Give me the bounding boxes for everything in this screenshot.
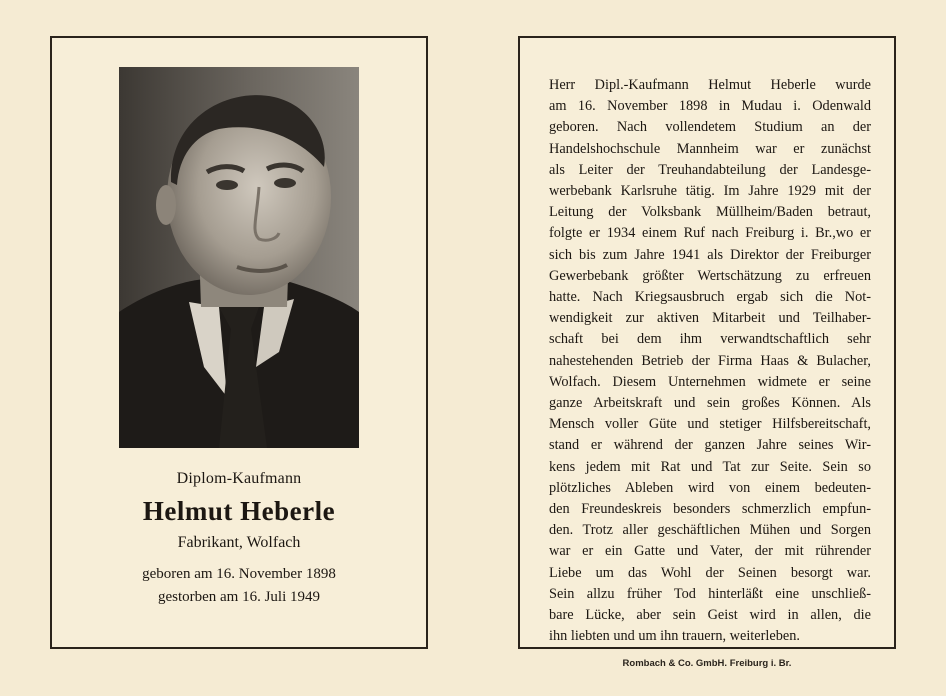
biography-text xyxy=(549,75,871,647)
bio-line: Mensch voller Güte und stetiger Hilfsbereitschaft, xyxy=(549,416,871,433)
right-card xyxy=(518,36,896,649)
bio-line: Sein allzu früher Tod hinterläßt eine unschließ- xyxy=(549,585,871,602)
bio-line: Handelshochschule Mannheim war er zunächst xyxy=(549,140,871,157)
bio-line: werbebank Karlsruhe tätig. Im Jahre 1929 mit der xyxy=(549,183,871,200)
bio-line: am 16. November 1898 in Mudau i. Odenwald xyxy=(549,98,871,115)
bio-line: stand er während der ganzen Jahre seines Wir- xyxy=(549,437,871,454)
birth-date: geboren am 16. November 1898 xyxy=(142,566,336,582)
bio-line: Leitung der Volksbank Müllheim/Baden betraut, xyxy=(549,204,871,221)
bio-line: ihn liebten und um ihn trauern, weiterleben. xyxy=(549,628,800,645)
bio-line: geboren. Nach vollendetem Studium an der xyxy=(549,119,871,136)
bio-line: plötzliches Ableben wird von einem bedeuten- xyxy=(549,479,871,496)
portrait-photo xyxy=(119,67,359,448)
title: Diplom-Kaufmann xyxy=(176,470,302,487)
bio-line: den. Trotz aller geschäftlichen Mühen und Sorgen xyxy=(549,522,871,539)
bio-line: kens jedem mit Rat und Tat zur Seite. Sein so xyxy=(549,458,871,475)
bio-line: als Leiter der Treuhandabteilung der Landesge- xyxy=(549,161,871,178)
bio-line: schaft bei dem ihm verwandtschaftlich sehr xyxy=(549,331,871,348)
bio-line: ganze Arbeitskraft und sein großes Können. Als xyxy=(549,395,871,412)
bio-line: folgte er 1934 einem Ruf nach Freiburg i. Br.,wo er xyxy=(549,225,871,242)
bio-line: Gewerbebank größter Wertschätzung zu erfreuen xyxy=(549,267,871,284)
occupation: Fabrikant, Wolfach xyxy=(177,534,301,551)
bio-line: Wolfach. Diesem Unternehmen widmete er seine xyxy=(549,373,871,390)
left-card xyxy=(50,36,428,649)
bio-line: Herr Dipl.-Kaufmann Helmut Heberle wurde xyxy=(549,77,871,93)
bio-line: hatte. Nach Kriegsausbruch ergab sich die Not- xyxy=(549,289,871,306)
deceased-name: Helmut Heberle xyxy=(142,496,336,526)
bio-line: sich bis zum Jahre 1941 als Direktor der Freiburger xyxy=(549,246,871,263)
bio-line: Liebe um das Wohl der Seinen besorgt war. xyxy=(549,564,871,581)
death-date: gestorben am 16. Juli 1949 xyxy=(157,589,321,605)
bio-line: den Freundeskreis besonders schmerzlich empfun- xyxy=(549,501,871,518)
printer-imprint: Rombach & Co. GmbH. Freiburg i. Br. xyxy=(622,658,792,669)
bio-line: war er ein Gatte und Vater, der mit rührender xyxy=(549,543,871,560)
portrait-illustration xyxy=(119,67,359,448)
bio-line: nahestehenden Betrieb der Firma Haas & Bulacher, xyxy=(549,352,871,369)
bio-line: wendigkeit zur aktiven Mitarbeit und Teilhaber- xyxy=(549,310,871,327)
bio-line: bare Lücke, aber sein Geist wird in allen, die xyxy=(549,607,871,624)
